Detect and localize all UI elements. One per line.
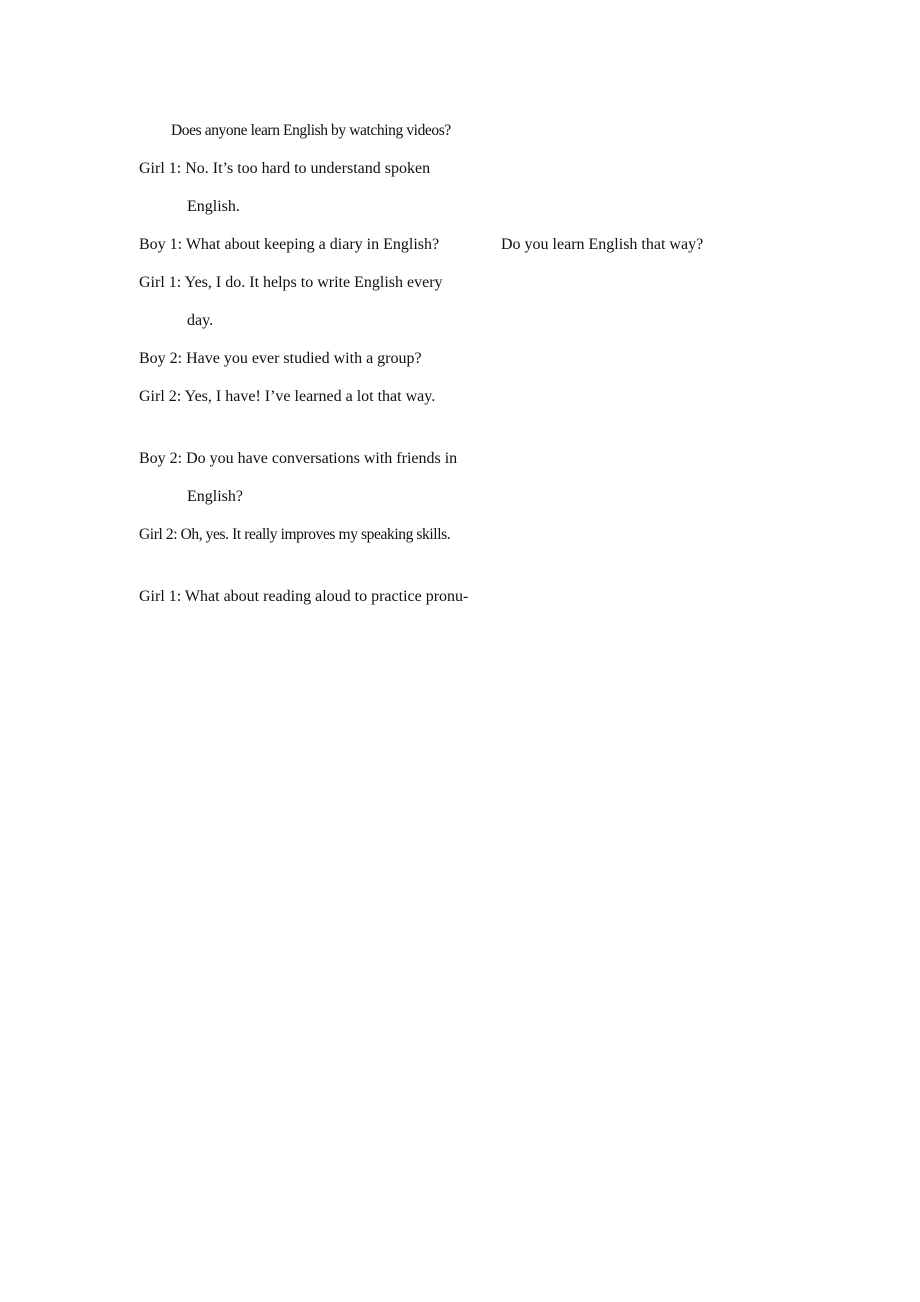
dialogue-line-aside: Do you learn English that way? [501,236,704,253]
dialogue-line: Does anyone learn English by watching videos? [171,122,451,139]
dialogue-line: Boy 1: What about keeping a diary in English? [139,236,440,253]
dialogue-line-continuation: English? [187,488,243,505]
dialogue-line: Girl 1: Yes, I do. It helps to write English every [139,274,443,291]
dialogue-line-continuation: English. [187,198,240,215]
dialogue-line: Boy 2: Do you have conversations with friends in [139,450,458,467]
dialogue-line: Boy 2: Have you ever studied with a group? [139,350,422,367]
dialogue-line: Girl 1: What about reading aloud to practice pronu- [139,588,469,605]
dialogue-line-continuation: day. [187,312,214,329]
dialogue-line: Girl 2: Oh, yes. It really improves my speaking skills. [139,526,451,543]
dialogue-line: Girl 1: No. It’s too hard to understand spoken [139,160,431,177]
dialogue-line: Girl 2: Yes, I have! I’ve learned a lot that way. [139,388,436,405]
